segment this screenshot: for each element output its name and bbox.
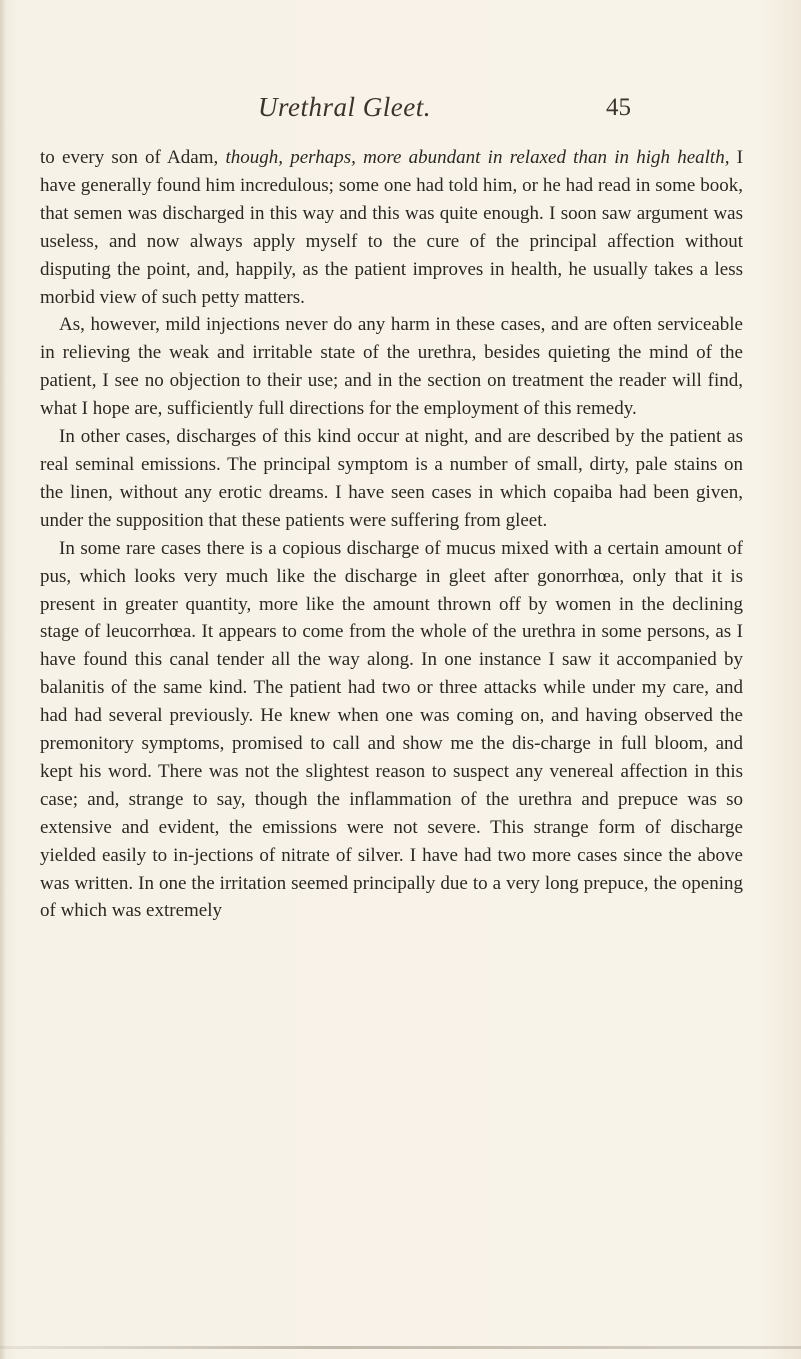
- paragraph-1-rest: I have generally found him incredulous; some one had told him, or he had read in some book, that semen was discharged in this way and this was quite enough. I soon saw argument was useless, and now always apply myself to the cure of the principal affection without disputing the point, and, happily, as the patient improves in health, he usually takes a less morbid view of such petty matters.: [40, 147, 744, 308]
- page-bottom-edge: [0, 1346, 801, 1349]
- paragraph-2: As, however, mild injections never do any harm in these cases, and are often serviceable in relieving the weak and irritable state of the urethra, besides quieting the mind of the patient, I see no objection to their use; and in the section on treatment the reader will find, what I hope are, sufficiently full directions for the employment of this remedy.: [40, 314, 743, 420]
- running-title: Urethral Gleet.: [258, 92, 431, 122]
- paragraph-1-italic: though, perhaps, more abundant in relaxed than in high health,: [225, 147, 730, 168]
- binding-shadow: [0, 0, 6, 1359]
- paragraph-1: [40, 144, 743, 311]
- body-text: [40, 144, 743, 925]
- paragraph-4: In some rare cases there is a copious discharge of mucus mixed with a certain amount of pus, which looks very much like the discharge in gleet after gonorrhœa, only that it is present in greater quantity, more like the amount thrown off by women in the declining stage of leucorrhœa. It appears to come from the whole of the urethra in some persons, as I have found this canal tender all the way along. In one instance I saw it accompanied by balanitis of the same kind. The patient had two or three attacks while under my care, and had had several previously. He knew when one was coming on, and having observed the premonitory symptoms, promised to call and show me the dis-charge in full bloom, and kept his word. There was not the slightest reason to suspect any venereal affection in this case; and, strange to say, though the inflammation of the urethra and prepuce was so extensive and evident, the emissions were not severe. This strange form of discharge yielded easily to in-jections of nitrate of silver. I have had two more cases since the above was written. In one the irritation seemed principally due to a very long prepuce, the opening of which was extremely: [40, 537, 743, 922]
- paragraph-1-lead: to every son of Adam,: [40, 147, 226, 168]
- page-number: 45: [606, 94, 631, 121]
- running-head: [0, 92, 801, 132]
- paragraph-3: In other cases, discharges of this kind occur at night, and are described by the patient as real seminal emissions. The principal symptom is a number of small, dirty, pale stains on the linen, without any erotic dreams. I have seen cases in which copaiba had been given, under the supposition that these patients were suffering from gleet.: [40, 426, 743, 531]
